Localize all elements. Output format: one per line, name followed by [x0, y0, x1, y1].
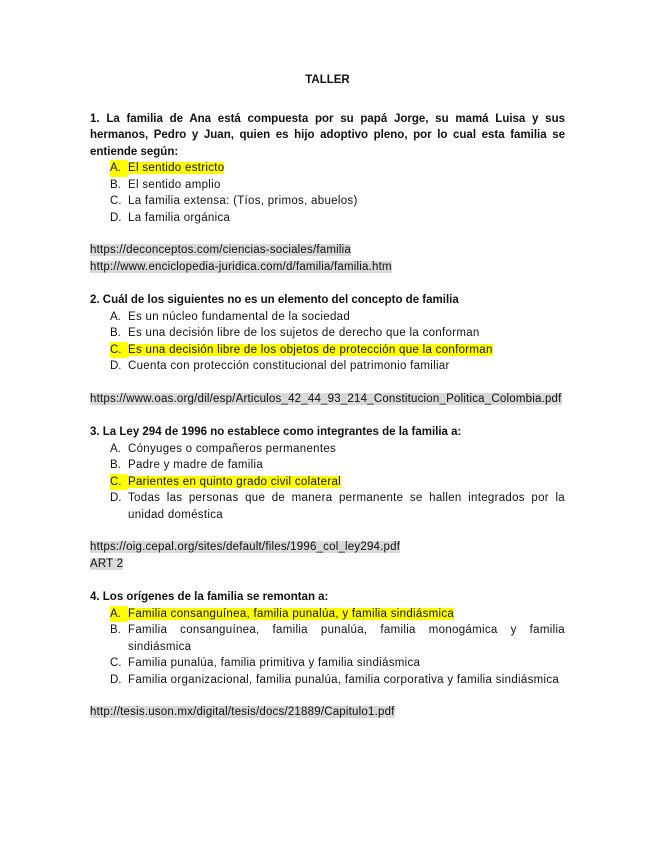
option-list — [90, 160, 565, 226]
option-letter: C. — [110, 342, 128, 359]
option-b — [110, 325, 565, 342]
question-text: 1. La familia de Ana está compuesta por su papá Jorge, su mamá Luisa y sus hermanos, Pedro y Juan, quien es hijo adoptivo pleno, por lo cual esta familia se entiende según: — [90, 112, 565, 158]
option-text: Es una decisión libre de los sujetos de derecho que la conforman — [128, 327, 480, 339]
option-letter: A. — [110, 160, 128, 177]
page-title: TALLER — [305, 74, 350, 86]
option-text: El sentido estricto — [128, 162, 225, 174]
option-text: Familia organizacional, familia punalúa, familia corporativa y familia sindiásmica — [128, 673, 560, 686]
option-letter: B. — [110, 327, 121, 339]
option-letter: D. — [110, 492, 122, 504]
option-letter: C. — [110, 474, 128, 491]
question-text: 2. Cuál de los siguientes no es un elemento del concepto de familia — [90, 294, 459, 306]
option-text: Cónyuges o compañeros permanentes — [128, 442, 337, 455]
reference-links — [90, 704, 565, 721]
option-text: Todas las personas que de manera permanente se hallen integrados por la unidad doméstica — [128, 492, 565, 521]
option-d — [110, 672, 565, 689]
option-text: Es una decisión libre de los objetos de protección que la conforman — [128, 343, 493, 356]
option-list — [90, 441, 565, 524]
option-letter: C. — [110, 195, 122, 207]
reference-link[interactable]: https://oig.cepal.org/sites/default/files/1996_col_ley294.pdf — [90, 541, 401, 553]
option-letter: B. — [110, 624, 121, 636]
reference-link[interactable]: https://www.oas.org/dil/esp/Articulos_42_44_93_214_Constitucion_Politica_Colombia.pdf — [90, 392, 562, 405]
reference-links — [90, 391, 565, 408]
option-d — [110, 358, 565, 375]
option-text: Es un núcleo fundamental de la sociedad — [128, 310, 351, 323]
option-d — [110, 210, 565, 227]
option-letter: B. — [110, 178, 121, 191]
option-letter: A. — [110, 442, 121, 455]
option-letter: C. — [110, 657, 122, 669]
option-c — [110, 474, 565, 491]
option-list — [90, 309, 565, 375]
option-text: Parientes en quinto grado civil colateral — [128, 475, 342, 488]
reference-links — [90, 539, 565, 572]
option-a — [110, 309, 565, 326]
option-letter: B. — [110, 459, 121, 471]
option-b — [110, 622, 565, 655]
question-3 — [90, 424, 565, 572]
option-letter: D. — [110, 673, 122, 686]
option-letter: A. — [110, 606, 128, 623]
option-text: Padre y madre de familia — [128, 459, 264, 471]
option-letter: A. — [110, 310, 121, 323]
option-a — [110, 160, 565, 177]
option-b — [110, 177, 565, 194]
reference-note: ART 2 — [90, 557, 124, 570]
option-text: Familia punalúa, familia primitiva y familia sindiásmica — [128, 657, 421, 669]
option-text: Familia consanguínea, familia punalúa, familia monogámica y familia sindiásmica — [128, 624, 565, 653]
reference-links — [90, 242, 565, 275]
reference-link[interactable]: http://www.enciclopedia-juridica.com/d/familia/familia.htm — [90, 260, 392, 273]
option-text: Cuenta con protección constitucional del patrimonio familiar — [128, 360, 450, 372]
question-text: 4. Los orígenes de la familia se remontan a: — [90, 591, 329, 603]
question-2 — [90, 292, 565, 407]
option-letter: D. — [110, 360, 122, 372]
reference-link[interactable]: http://tesis.uson.mx/digital/tesis/docs/21889/Capitulo1.pdf — [90, 706, 395, 718]
option-c — [110, 342, 565, 359]
question-4 — [90, 589, 565, 721]
option-b — [110, 457, 565, 474]
option-d — [110, 490, 565, 523]
option-text: Familia consanguínea, familia punalúa, y familia sindiásmica — [128, 607, 455, 620]
option-text: El sentido amplio — [128, 178, 221, 191]
option-c — [110, 193, 565, 210]
option-list — [90, 606, 565, 689]
option-a — [110, 441, 565, 458]
option-text: La familia extensa: (Tíos, primos, abuelos) — [128, 195, 358, 207]
option-c — [110, 655, 565, 672]
question-text: 3. La Ley 294 de 1996 no establece como integrantes de la familia a: — [90, 426, 462, 438]
option-a — [110, 606, 565, 623]
option-text: La familia orgánica — [128, 211, 231, 224]
option-letter: D. — [110, 211, 122, 224]
question-1 — [90, 111, 565, 276]
reference-link[interactable]: https://deconceptos.com/ciencias-sociales/familia — [90, 244, 351, 256]
